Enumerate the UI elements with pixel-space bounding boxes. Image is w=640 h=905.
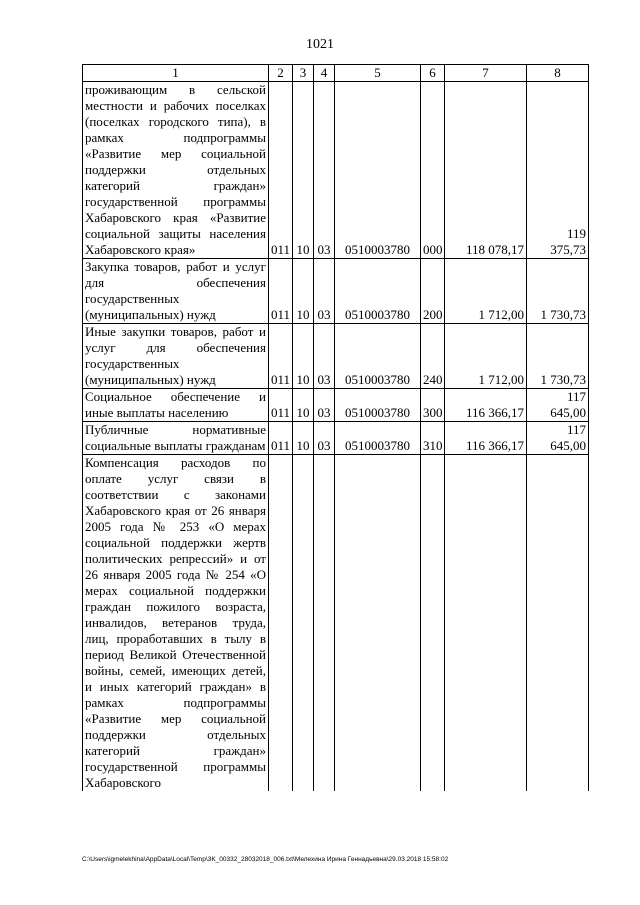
cell-amount-2: 117 645,00: [527, 389, 589, 422]
cell-target-article: 0510003780: [335, 324, 421, 389]
header-cell: 1: [83, 65, 269, 82]
table-row: [83, 324, 589, 389]
cell-target-article: [335, 455, 421, 792]
table-row: [83, 82, 589, 259]
cell-section: 10: [293, 259, 314, 324]
table-row: [83, 455, 589, 792]
header-cell: 8: [527, 65, 589, 82]
cell-expense-type: 240: [421, 324, 445, 389]
header-cell: 2: [269, 65, 293, 82]
file-path-footer: C:\Users\igmelekhina\AppData\Local\Temp\3K_00332_28032018_006.txt\Мелехина Ирина Геннадьевна\29.03.2018 15:58:02: [82, 856, 449, 863]
cell-subsection: 03: [314, 259, 335, 324]
cell-amount-2: 1 730,73: [527, 324, 589, 389]
cell-ministry-code: 011: [269, 82, 293, 259]
cell-amount-2: [527, 455, 589, 792]
cell-ministry-code: [269, 455, 293, 792]
cell-ministry-code: 011: [269, 389, 293, 422]
cell-section: 10: [293, 324, 314, 389]
cell-target-article: 0510003780: [335, 422, 421, 455]
cell-ministry-code: 011: [269, 324, 293, 389]
cell-subsection: 03: [314, 422, 335, 455]
cell-section: 10: [293, 389, 314, 422]
cell-section: 10: [293, 422, 314, 455]
cell-section: [293, 455, 314, 792]
table-row: [83, 422, 589, 455]
cell-amount-1: 118 078,17: [445, 82, 527, 259]
cell-expense-type: 300: [421, 389, 445, 422]
budget-table: [82, 64, 589, 791]
row-description: [83, 324, 269, 389]
cell-amount-2: 117 645,00: [527, 422, 589, 455]
cell-amount-2: 119 375,73: [527, 82, 589, 259]
cell-subsection: 03: [314, 389, 335, 422]
cell-target-article: 0510003780: [335, 259, 421, 324]
cell-amount-1: 116 366,17: [445, 422, 527, 455]
row-description-text: Публичные нормативные социальные выплаты гражданам: [85, 422, 266, 453]
table-row: [83, 259, 589, 324]
cell-target-article: 0510003780: [335, 389, 421, 422]
table-row: [83, 389, 589, 422]
cell-expense-type: 200: [421, 259, 445, 324]
row-description: [83, 82, 269, 259]
cell-target-article: 0510003780: [335, 82, 421, 259]
cell-ministry-code: 011: [269, 259, 293, 324]
header-cell: 5: [335, 65, 421, 82]
header-cell: 3: [293, 65, 314, 82]
row-description-text: Закупка товаров, работ и услуг для обеспечения государственных (муниципальных) нужд: [85, 259, 266, 322]
cell-ministry-code: 011: [269, 422, 293, 455]
row-description-text: Иные закупки товаров, работ и услуг для обеспечения государственных (муниципальных) нужд: [85, 324, 266, 387]
cell-expense-type: 310: [421, 422, 445, 455]
cell-subsection: [314, 455, 335, 792]
header-cell: 6: [421, 65, 445, 82]
row-description: [83, 422, 269, 455]
cell-subsection: 03: [314, 82, 335, 259]
cell-amount-1: 116 366,17: [445, 389, 527, 422]
cell-expense-type: 000: [421, 82, 445, 259]
row-description: [83, 389, 269, 422]
cell-amount-1: [445, 455, 527, 792]
cell-expense-type: [421, 455, 445, 792]
page-number: 1021: [306, 37, 334, 52]
cell-amount-1: 1 712,00: [445, 259, 527, 324]
row-description: [83, 455, 269, 792]
header-row: [83, 65, 589, 82]
row-description: [83, 259, 269, 324]
header-cell: 4: [314, 65, 335, 82]
row-description-text: Компенсация расходов по оплате услуг связи в соответствии с законами Хабаровского края от 26 января 2005 года № 253 «О мерах социальной поддержки жертв политических репрессий» и от 26 января 2005 года № 254 «О мерах социальной поддержки граждан пожилого возраста, инвалидов, ветеранов труда, лиц, проработавших в тылу в период Великой Отечественной войны, семей, имеющих детей, и иных категорий граждан» в рамках подпрограммы «Развитие мер социальной поддержки отдельных категорий граждан» государственной программы Хабаровского: [85, 455, 266, 790]
cell-amount-1: 1 712,00: [445, 324, 527, 389]
header-cell: 7: [445, 65, 527, 82]
cell-section: 10: [293, 82, 314, 259]
row-description-text: проживающим в сельской местности и рабочих поселках (поселках городского типа), в рамках подпрограммы «Развитие мер социальной поддержки отдельных категорий граждан» государственной программы Хабаровского края «Развитие социальной защиты населения Хабаровского края»: [85, 82, 266, 257]
cell-amount-2: 1 730,73: [527, 259, 589, 324]
cell-subsection: 03: [314, 324, 335, 389]
row-description-text: Социальное обеспечение и иные выплаты населению: [85, 389, 266, 420]
